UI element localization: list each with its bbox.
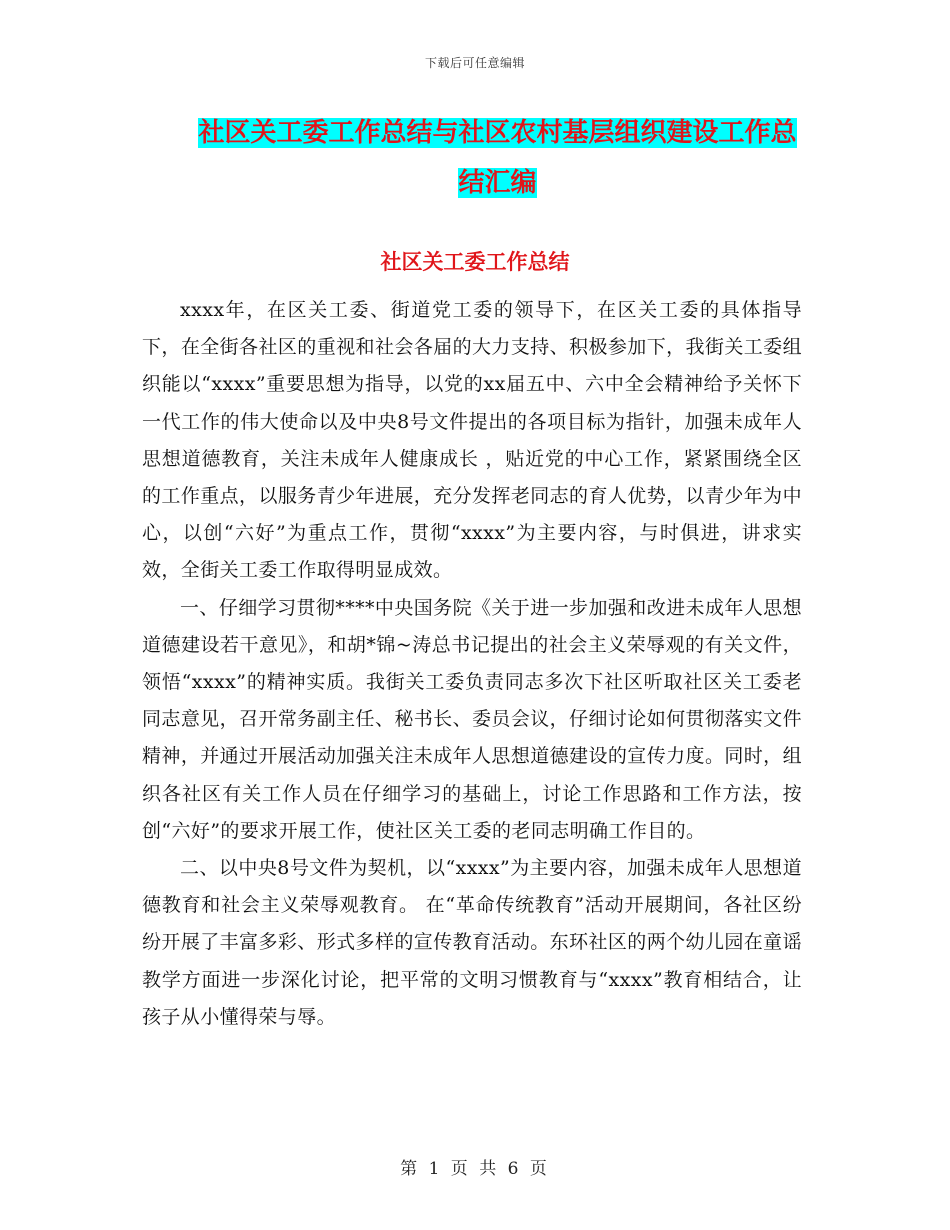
paragraph-1: 一、仔细学习贯彻****中央国务院《关于进一步加强和改进未成年人思想道德建设若干意见》，和胡*锦~涛总书记提出的社会主义荣辱观的有关文件，领悟“xxxx”的精神实质。我街关工委负责同志多次下社区听取社区关工委老同志意见，召开常务副主任、秘书长、委员会议，仔细讨论如何贯彻落实文件精神，并通过开展活动加强关注未成年人思想道德建设的宣传力度。同时，组织各社区有关工作人员在仔细学习的基础上，讨论工作思路和工作方法，按创“六好”的要求开展工作，使社区关工委的老同志明确工作目的。 bbox=[142, 596, 802, 842]
paragraph-intro: xxxx年，在区关工委、街道党工委的领导下，在区关工委的具体指导下，在全街各社区的重视和社会各届的大力支持、积极参加下，我街关工委组织能以“xxxx”重要思想为指导，以党的xx届五中、六中全会精神给予关怀下一代工作的伟大使命以及中央8号文件提出的各项目标为指针，加强未成年人思想道德教育，关注未成年人健康成长 ，贴近党的中心工作，紧紧围绕全区的工作重点，以服务青少年进展，充分发挥老同志的育人优势，以青少年为中心，以创“六好”为重点工作，贯彻“xxxx”为主要内容，与时俱进，讲求实效，全街关工委工作取得明显成效。 bbox=[142, 299, 802, 582]
body-text bbox=[142, 292, 802, 1036]
document-title-line-1: 社区关工委工作总结与社区农村基层组织建设工作总 bbox=[198, 118, 797, 148]
document-title bbox=[190, 108, 805, 208]
header-note: 下载后可任意编辑 bbox=[424, 56, 525, 70]
paragraph-2: 二、以中央8号文件为契机，以“xxxx”为主要内容，加强未成年人思想道德教育和社会主义荣辱观教育。 在“革命传统教育”活动开展期间，各社区纷纷开展了丰富多彩、形式多样的宣传教育活动。东环社区的两个幼儿园在童谣教学方面进一步深化讨论，把平常的文明习惯教育与“xxxx”教育相结合，让孩子从小懂得荣与辱。 bbox=[142, 857, 802, 1028]
page-footer: 第 1 页 共 6 页 bbox=[400, 1159, 550, 1179]
document-title-line-2: 结汇编 bbox=[458, 168, 537, 198]
section-title: 社区关工委工作总结 bbox=[380, 250, 570, 274]
